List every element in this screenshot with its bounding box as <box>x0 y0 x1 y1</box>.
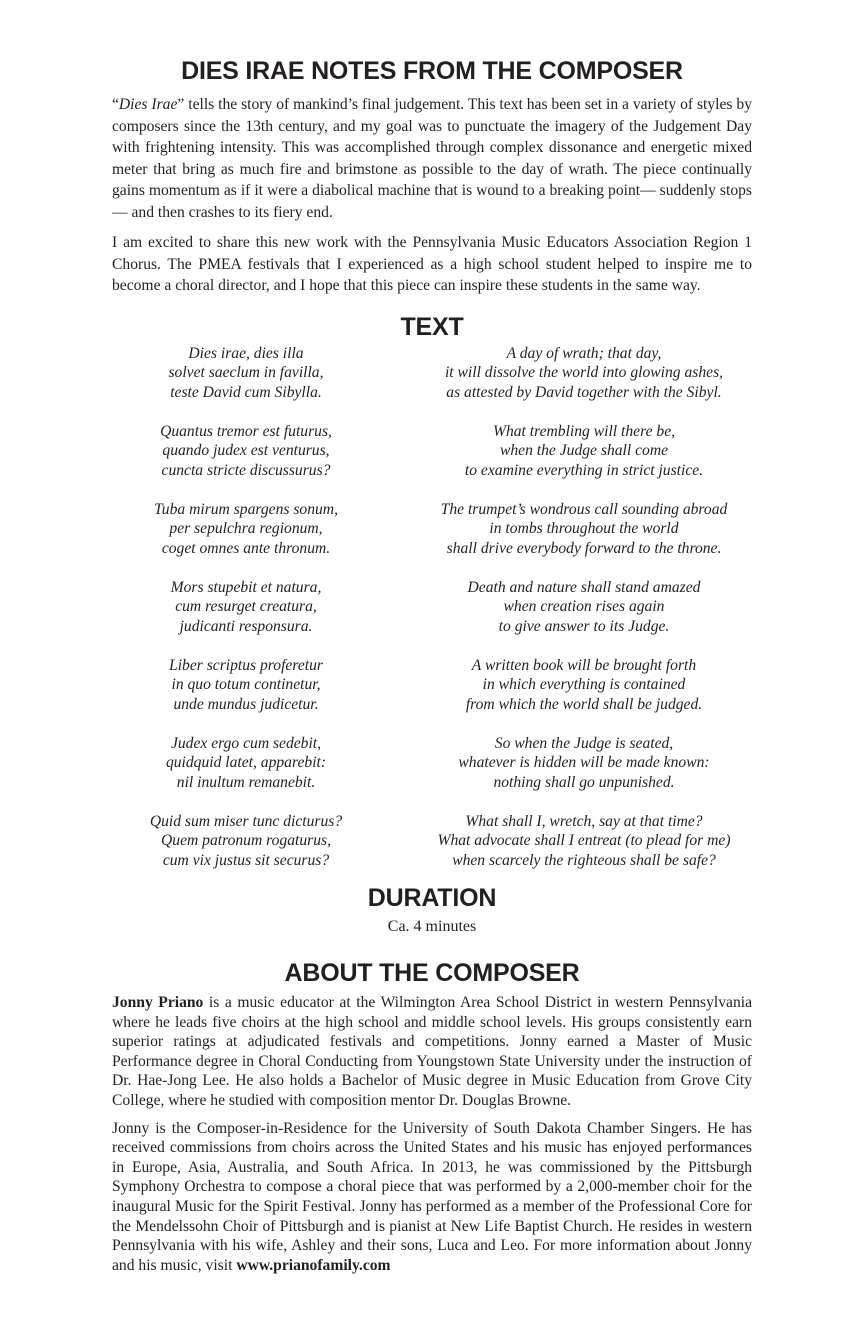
stanza-row <box>112 422 752 481</box>
about-heading: ABOUT THE COMPOSER <box>284 959 580 987</box>
notes-paragraph-1-text: ” tells the story of mankind’s final judgement. This text has been set in a variety of styles by composers since the 13th century, and my goal was to punctuate the imagery of the Judgement Day with frightening intensity. This was accomplished through complex dissonance and energetic mixed meter that bring as much fire and brimstone as possible to the day of wrath. The piece continually gains momentum as if it were a diabolical machine that is wound to a breaking point— suddenly stops— and then crashes to its fiery end. <box>112 96 752 221</box>
text-heading: TEXT <box>400 312 464 341</box>
bio-paragraph-1 <box>112 993 752 1111</box>
latin-stanza: Dies irae, dies illa solvet saeclum in favilla, teste David cum Sibylla. <box>168 344 324 401</box>
composer-bio <box>112 993 752 1275</box>
english-stanza: A day of wrath; that day, it will dissolve the world into glowing ashes, as attested by David together with the Sibyl. <box>444 344 724 401</box>
notes-paragraph-2: I am excited to share this new work with the Pennsylvania Music Educators Association Region 1 Chorus. The PMEA festivals that I experienced as a high school student helped to inspire me to become a choral director, and I hope that this piece can inspire these students in the same way. <box>112 234 752 294</box>
latin-stanza: Tuba mirum spargens sonum, per sepulchra regionum, coget omnes ante thronum. <box>154 500 338 557</box>
stanza-row <box>112 578 752 637</box>
notes-paragraph-1 <box>112 94 752 223</box>
duration-value: Ca. 4 minutes <box>387 918 477 935</box>
english-stanza: Death and nature shall stand amazed when creation rises again to give answer to its Judge. <box>467 578 701 635</box>
english-stanza: The trumpet’s wondrous call sounding abroad in tombs throughout the world shall drive everybody forward to the throne. <box>440 500 728 557</box>
latin-stanza: Quid sum miser tunc dicturus? Quem patronum rogaturus, cum vix justus sit securus? <box>149 812 343 869</box>
english-stanza: A written book will be brought forth in which everything is contained from which the world shall be judged. <box>465 656 703 713</box>
bio-paragraph-1-text: is a music educator at the Wilmington Area School District in western Pennsylvania where he leads five choirs at the high school and middle school levels. His groups consistently earn superior ratings at adjudicated festivals and competitions. Jonny earned a Master of Music Performance degree in Choral Conducting from Youngstown State University under the instruction of Dr. Hae-Jong Lee. He also holds a Bachelor of Music degree in Music Education from Grove City College, where he studied with composition mentor Dr. Douglas Browne. <box>112 994 753 1109</box>
stanza-row <box>112 812 752 871</box>
composer-name: Jonny Priano <box>112 994 204 1011</box>
website-link[interactable]: www.prianofamily.com <box>236 1256 391 1274</box>
latin-stanza: Judex ergo cum sedebit, quidquid latet, apparebit: nil inultum remanebit. <box>165 734 327 791</box>
english-stanza: What trembling will there be, when the Judge shall come to examine everything in strict justice. <box>464 422 704 479</box>
work-title: Dies Irae <box>118 96 178 113</box>
verse-list <box>112 344 752 871</box>
quote-open: “ <box>112 96 119 113</box>
duration-heading: DURATION <box>367 884 497 912</box>
latin-stanza: Quantus tremor est futurus, quando judex est venturus, cuncta stricte discussurus? <box>160 422 332 479</box>
stanza-row <box>112 344 752 403</box>
latin-stanza: Liber scriptus proferetur in quo totum continetur, unde mundus judicetur. <box>169 656 323 713</box>
page-title: DIES IRAE NOTES FROM THE COMPOSER <box>181 57 683 85</box>
bio-paragraph-2 <box>112 1119 752 1276</box>
english-stanza: What shall I, wretch, say at that time? What advocate shall I entreat (to plead for me) when scarcely the righteous shall be safe? <box>437 812 731 869</box>
stanza-row <box>112 656 752 715</box>
stanza-row <box>112 734 752 793</box>
bio-paragraph-2-text: Jonny is the Composer-in-Residence for the University of South Dakota Chamber Singers. He has received commissions from choirs across the United States and his music has enjoyed performances in Europe, Asia, Australia, and South Africa. In 2013, he was commissioned by the Pittsburgh Symphony Orchestra to compose a choral piece that was performed by a 2,000-member choir for the inaugural Music for the Spirit Festival. Jonny has performed as a member of the Professional Core for the Mendelssohn Choir of Pittsburgh and is pianist at New Life Baptist Church. He resides in western Pennsylvania with his wife, Ashley and their sons, Luca and Leo. For more information about Jonny and his music, visit <box>112 1119 752 1274</box>
english-stanza: So when the Judge is seated, whatever is hidden will be made known: nothing shall go unpunished. <box>458 734 710 791</box>
stanza-row <box>112 500 752 559</box>
latin-stanza: Mors stupebit et natura, cum resurget creatura, judicanti responsura. <box>170 578 322 635</box>
